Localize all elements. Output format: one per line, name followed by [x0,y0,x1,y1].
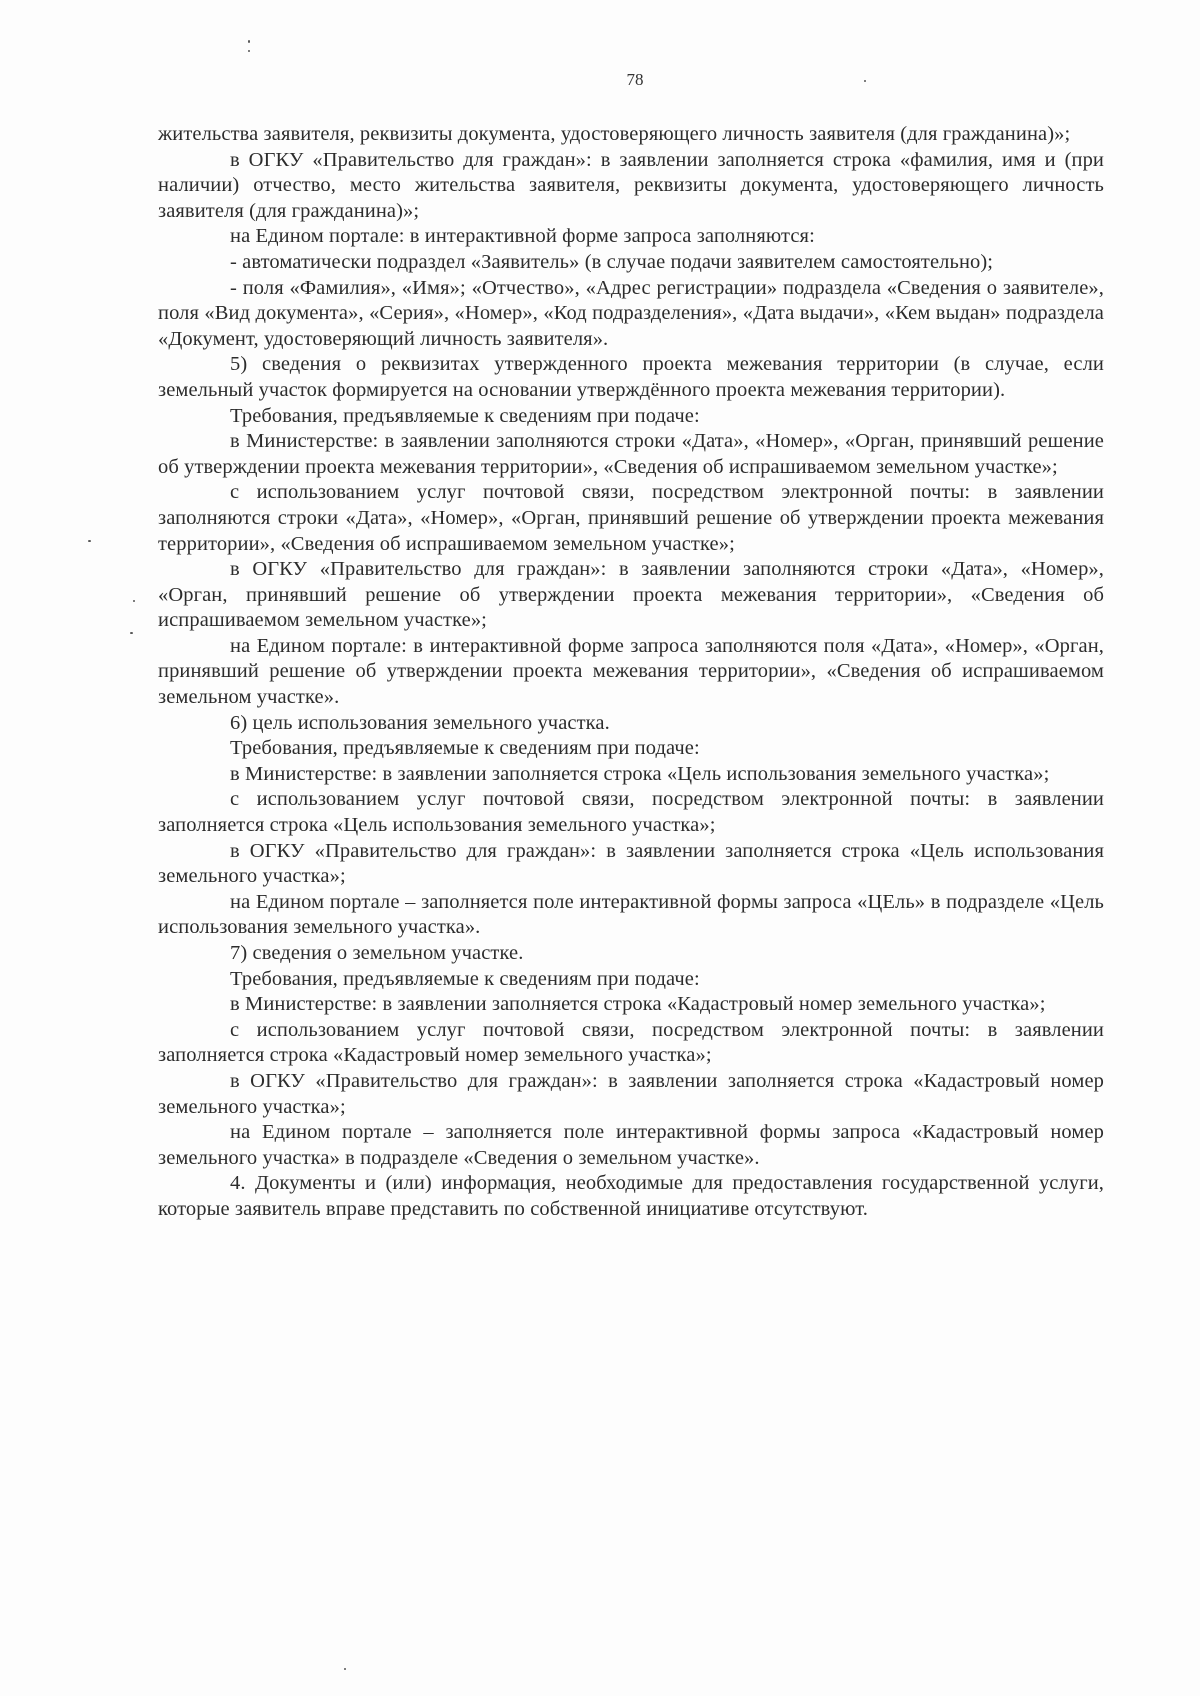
paragraph: - автоматически подраздел «Заявитель» (в случае подачи заявителем самостоятельно); [230,250,994,273]
scan-speck [248,40,250,43]
paragraph: жительства заявителя, реквизиты документа, удостоверяющего личность заявителя (для гражданина)»; [158,123,1071,145]
paragraph: Требования, предъявляемые к сведениям при подаче: [230,404,700,427]
paragraph: в Министерстве: в заявлении заполняется строка «Цель использования земельного участка»; [230,762,1050,785]
paragraph: с использованием услуг почтовой связи, посредством электронной почты: в заявлении заполняется строка «Цель использования земельного участка»; [158,788,1104,837]
scan-speck [864,80,866,82]
paragraph: Требования, предъявляемые к сведениям при подаче: [230,737,700,760]
paragraph: на Едином портале: в интерактивной форме запроса заполняются поля «Дата», «Номер», «Орган, принявший решение об утверждении проекта межевания территории», «Сведения об испрашиваемом земельном участке». [158,634,1104,709]
paragraph: с использованием услуг почтовой связи, посредством электронной почты: в заявлении заполняется строка «Кадастровый номер земельного участка»; [158,1018,1104,1067]
paragraph: в Министерстве: в заявлении заполняется строка «Кадастровый номер земельного участка»; [230,993,1046,1016]
paragraph: в ОГКУ «Правительство для граждан»: в заявлении заполняется строка «Кадастровый номер земельного участка»; [158,1069,1104,1118]
paragraph: в Министерстве: в заявлении заполняются строки «Дата», «Номер», «Орган, принявший решение об утверждении проекта межевания территории», «Сведения об испрашиваемом земельном участке»; [158,430,1104,478]
paragraph: 6) цель использования земельного участка. [230,711,610,734]
scan-speck [344,1668,346,1670]
paragraph: на Едином портале – заполняется поле интерактивной формы запроса «Кадастровый номер земельного участка» в подразделе «Сведения о земельном участке». [158,1121,1104,1169]
scan-speck [130,632,133,634]
paragraph: в ОГКУ «Правительство для граждан»: в заявлении заполняется строка «Цель использования земельного участка»; [158,839,1104,888]
paragraph: 7) сведения о земельном участке. [230,942,524,964]
paragraph: Требования, предъявляемые к сведениям при подаче: [230,967,700,990]
scan-speck [133,600,135,602]
paragraph: 4. Документы и (или) информация, необходимые для предоставления государственной услуги, которые заявитель вправе представить по собственной инициативе отсутствуют. [158,1172,1104,1220]
scan-speck [88,540,91,542]
page-number: 78 [626,70,644,89]
paragraph: в ОГКУ «Правительство для граждан»: в заявлении заполняются строки «Дата», «Номер», «Орган, принявший решение об утверждении проекта межевания территории», «Сведения об испрашиваемом земельном участке»; [158,558,1104,632]
paragraph: на Едином портале – заполняется поле интерактивной формы запроса «ЦЕль» в подразделе «Цель использования земельного участка». [158,890,1104,939]
paragraph: - поля «Фамилия», «Имя»; «Отчество», «Адрес регистрации» подраздела «Сведения о заявителе», поля «Вид документа», «Серия», «Номер», «Код подразделения», «Дата выдачи», «Кем выдан» подраздела «Документ, удостоверяющий личность заявителя». [158,276,1104,350]
paragraph: 5) сведения о реквизитах утвержденного проекта межевания территории (в случае, если земельный участок формируется на основании утверждённого проекта межевания территории). [158,353,1104,401]
scan-speck [248,50,250,52]
paragraph: в ОГКУ «Правительство для граждан»: в заявлении заполняется строка «фамилия, имя и (при наличии) отчество, место жительства заявителя, реквизиты документа, удостоверяющего личность заявителя (для гражданина)»; [158,148,1104,222]
body-text [158,122,1104,1223]
paragraph: на Едином портале: в интерактивной форме запроса заполняются: [230,225,815,248]
paragraph: с использованием услуг почтовой связи, посредством электронной почты: в заявлении заполняются строки «Дата», «Номер», «Орган, принявший решение об утверждении проекта межевания территории», «Сведения об испрашиваемом земельном участке»; [158,481,1104,555]
